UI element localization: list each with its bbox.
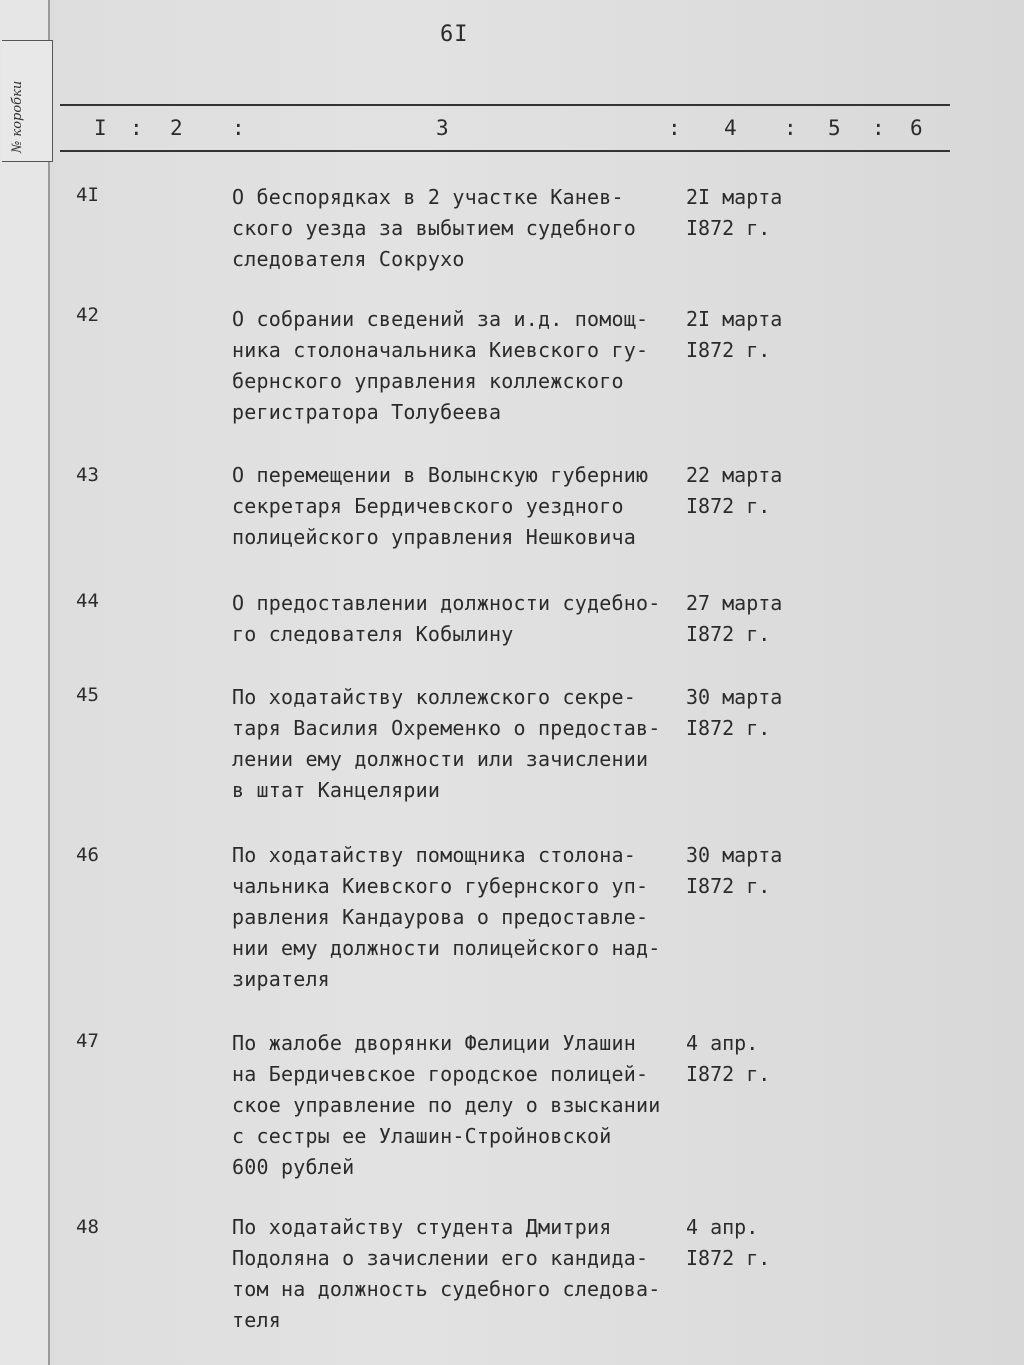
header-bottom-rule xyxy=(60,150,950,152)
column-separator: : xyxy=(232,116,245,140)
entry-description: По ходатайству студента Дмитрия Подоляна о зачислении его кандида- том на должность судебного следова- теля xyxy=(232,1215,661,1332)
entry-date: 30 марта I872 г. xyxy=(686,685,783,740)
entry-date: 4 апр. I872 г. xyxy=(686,1215,771,1270)
entry-number: 46 xyxy=(76,844,99,866)
entry-number: 43 xyxy=(76,464,99,486)
column-separator: : xyxy=(130,116,143,140)
entry-date: 22 марта I872 г. xyxy=(686,463,783,518)
column-header-6: 6 xyxy=(910,116,923,140)
column-header-3: 3 xyxy=(436,116,449,140)
column-separator: : xyxy=(872,116,885,140)
column-header-1: I xyxy=(94,116,107,140)
entry-description: По ходатайству помощника столона- чальника Киевского губернского уп- равления Кандаурова о предоставле- нии ему должности полицейского над- зирателя xyxy=(232,843,661,991)
entry-number: 48 xyxy=(76,1216,99,1238)
entry-number: 4I xyxy=(76,184,99,206)
entry-date: 2I марта I872 г. xyxy=(686,307,783,362)
column-header-4: 4 xyxy=(724,116,737,140)
entry-description: О перемещении в Волынскую губернию секретаря Бердичевского уездного полицейского управления Нешковича xyxy=(232,463,649,549)
page-number: 6I xyxy=(440,22,469,47)
column-separator: : xyxy=(668,116,681,140)
box-number-label xyxy=(2,40,53,162)
entry-description: По жалобе дворянки Фелиции Улашин на Бердичевское городское полицей- ское управление по делу о взыскании с сестры ее Улашин-Стройновской 600 рублей xyxy=(232,1031,661,1179)
entry-date: 30 марта I872 г. xyxy=(686,843,783,898)
column-header-5: 5 xyxy=(828,116,841,140)
entry-number: 47 xyxy=(76,1030,99,1052)
entry-description: О собрании сведений за и.д. помощ- ника столоначальника Киевского гу- бернского управления коллежского регистратора Толубеева xyxy=(232,307,649,424)
box-number-text: № коробки xyxy=(10,80,25,153)
binding-strip xyxy=(0,0,50,1365)
entry-description: О беспорядках в 2 участке Канев- ского уезда за выбытием судебного следователя Сокрухо xyxy=(232,185,636,271)
entry-date: 27 марта I872 г. xyxy=(686,591,783,646)
entry-date: 4 апр. I872 г. xyxy=(686,1031,771,1086)
column-separator: : xyxy=(784,116,797,140)
entry-number: 44 xyxy=(76,590,99,612)
entry-number: 45 xyxy=(76,684,99,706)
column-header-2: 2 xyxy=(170,116,183,140)
entry-number: 42 xyxy=(76,304,99,326)
header-top-rule xyxy=(60,104,950,106)
entry-date: 2I марта I872 г. xyxy=(686,185,783,240)
entry-description: О предоставлении должности судебно- го следователя Кобылину xyxy=(232,591,661,646)
entry-description: По ходатайству коллежского секре- таря Василия Охременко о предостав- лении ему должности или зачислении в штат Канцелярии xyxy=(232,685,661,802)
